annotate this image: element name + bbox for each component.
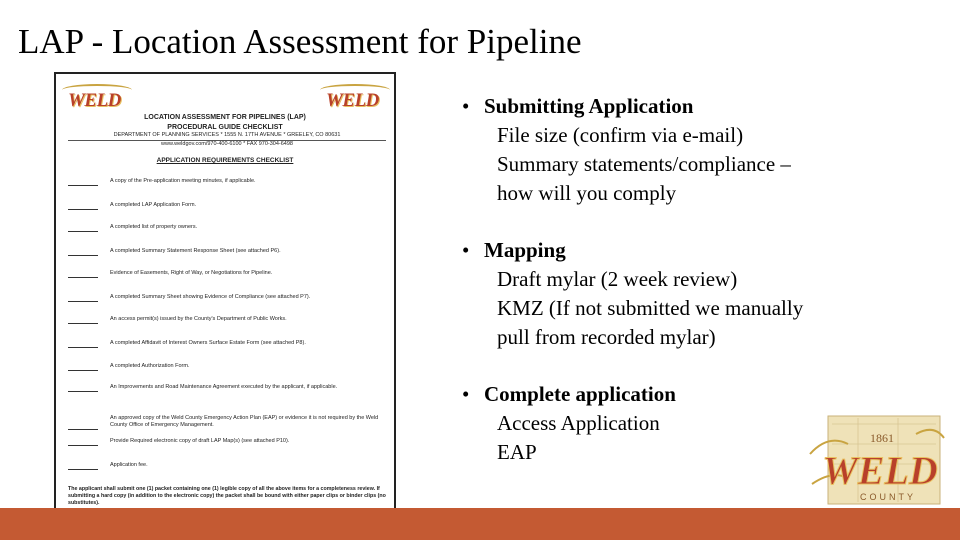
checklist-item: A completed Affidavit of Interest Owners Surface Estate Form (see attached P8). <box>68 336 386 350</box>
checklist-item: A copy of the Pre-application meeting minutes, if applicable. <box>68 174 386 188</box>
document-address: DEPARTMENT OF PLANNING SERVICES * 1555 N. 17TH AVENUE * GREELEY, CO 80631 www.weldgov.com/970-400-6100 * FAX 970-304-6498 <box>68 132 386 149</box>
checklist-item: A completed Summary Statement Response Sheet (see attached P6). <box>68 244 386 258</box>
bullet-line: KMZ (If not submitted we manually <box>497 296 804 320</box>
document-heading: LOCATION ASSESSMENT FOR PIPELINES (LAP) <box>144 114 306 121</box>
logo-county: COUNTY <box>860 492 916 502</box>
checklist-heading: APPLICATION REQUIREMENTS CHECKLIST <box>156 157 294 164</box>
document-footer-note: The applicant shall submit one (1) packet containing one (1) legible copy of all the above items for a completeness review. If submitting a hard copy (in addition to the electronic copy) the packet shall be bound with either paper clips or binder clips (no substitutes). <box>68 486 386 506</box>
checklist-document-image <box>54 72 396 524</box>
checklist-item: A completed Summary Sheet showing Evidence of Compliance (see attached P7). <box>68 290 386 304</box>
checklist-item: Application fee. <box>68 458 386 472</box>
bullet-line: EAP <box>497 440 537 464</box>
bullet-line: Summary statements/compliance – <box>497 152 791 176</box>
weld-logo-left: WELD <box>68 90 126 112</box>
bullet-line: pull from recorded mylar) <box>497 325 716 349</box>
slide-title: LAP - Location Assessment for Pipeline <box>18 22 582 61</box>
bullet-submitting-application <box>462 92 942 208</box>
document-subtitle: PROCEDURAL GUIDE CHECKLIST <box>167 124 283 131</box>
checklist-item: Evidence of Easements, Right of Way, or Negotiations for Pipeline. <box>68 266 386 280</box>
checklist-item: A completed LAP Application Form. <box>68 198 386 212</box>
checklist-item: A completed list of property owners. <box>68 220 386 234</box>
logo-name: WELD <box>822 448 938 493</box>
bullet-line: File size (confirm via e-mail) <box>497 123 744 147</box>
bullet-line: how will you comply <box>497 181 677 205</box>
bottom-accent-bar <box>0 508 960 540</box>
bullet-line: Access Application <box>497 411 660 435</box>
logo-year: 1861 <box>870 431 894 445</box>
weld-logo-right: WELD <box>326 90 384 112</box>
checklist-item: An Improvements and Road Maintenance Agreement executed by the applicant, if applicable. <box>68 380 386 394</box>
checklist-item: Provide Required electronic copy of draft LAP Map(s) (see attached P10). <box>68 434 386 448</box>
bullet-heading: • Submitting Application <box>462 92 942 121</box>
bullet-mapping <box>462 236 942 352</box>
checklist-item: An approved copy of the Weld County Emergency Action Plan (EAP) or evidence it is not required by the Weld County Office of Emergency Management. <box>68 410 386 432</box>
bullet-heading: • Mapping <box>462 236 942 265</box>
checklist-item: A completed Authorization Form. <box>68 359 386 373</box>
bullet-line: Draft mylar (2 week review) <box>497 267 738 291</box>
bullet-heading: • Complete application <box>462 380 942 409</box>
checklist-item: An access permit(s) issued by the County's Department of Public Works. <box>68 312 386 326</box>
weld-county-logo <box>808 414 946 514</box>
